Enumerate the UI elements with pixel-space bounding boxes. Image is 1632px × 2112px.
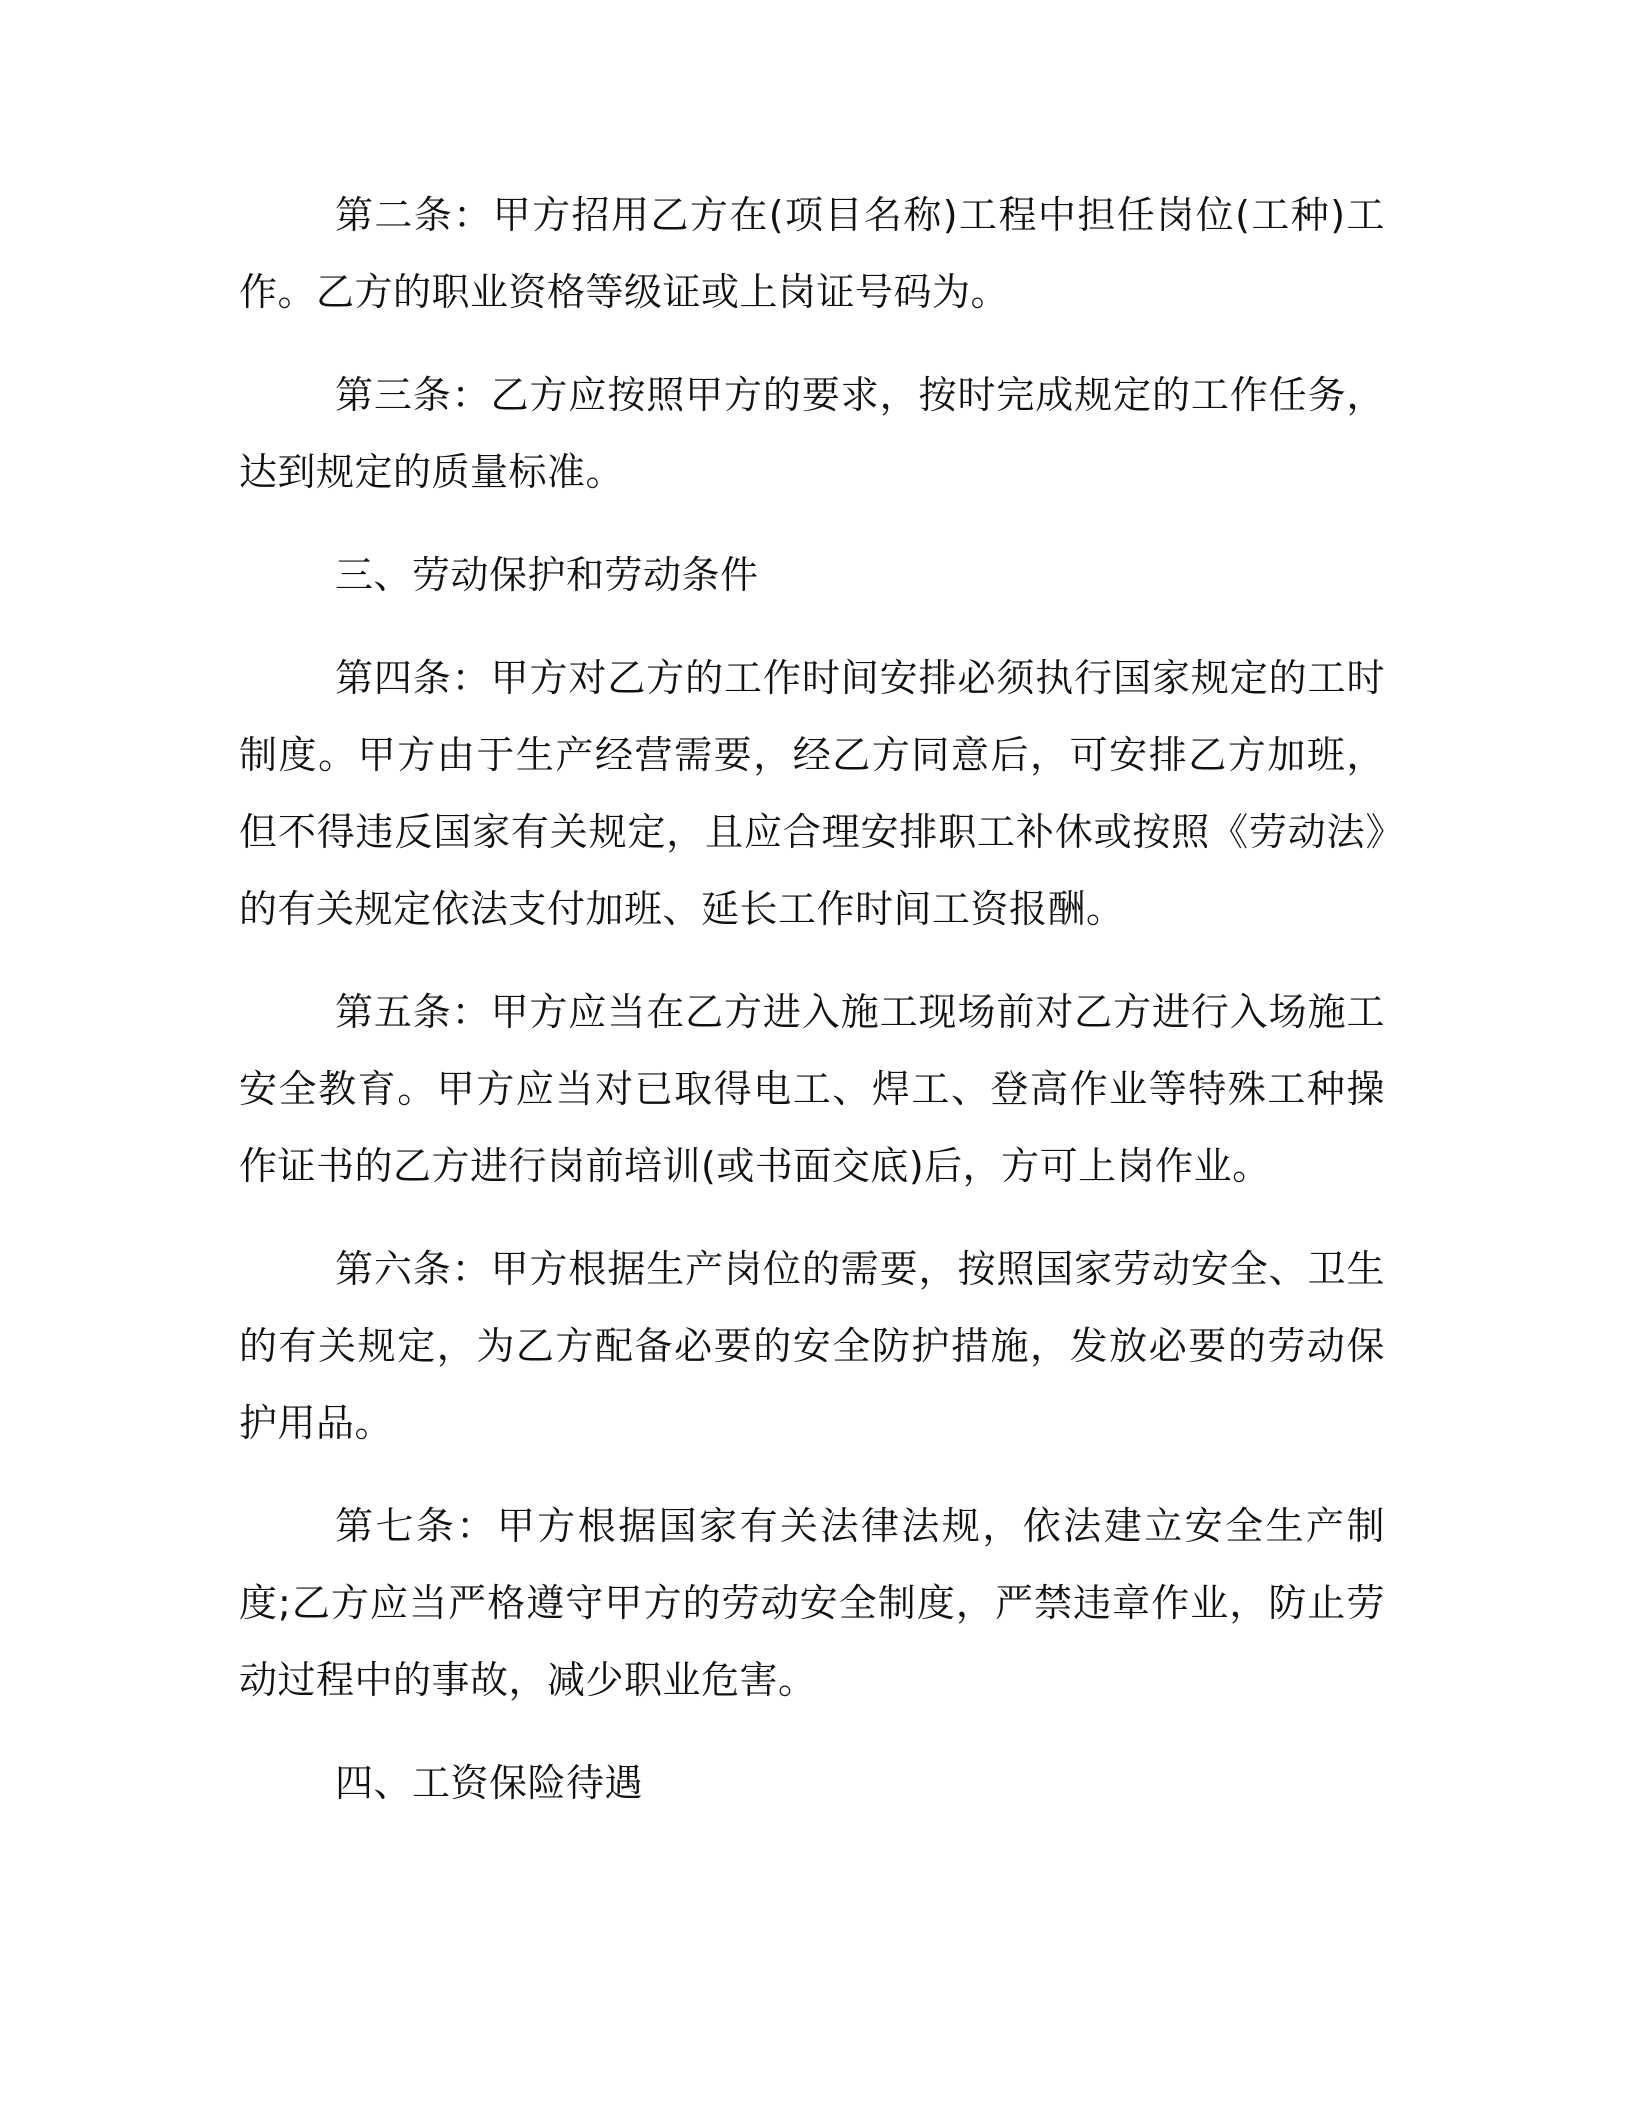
document-body [239, 177, 1385, 1848]
article-5: 第五条：甲方应当在乙方进入施工现场前对乙方进行入场施工安全教育。甲方应当对已取得电工、焊工、登高作业等特殊工种操作证书的乙方进行岗前培训(或书面交底)后，方可上岗作业。 [239, 990, 1385, 1188]
article-7: 第七条：甲方根据国家有关法律法规，依法建立安全生产制度;乙方应当严格遵守甲方的劳动安全制度，严禁违章作业，防止劳动过程中的事故，减少职业危害。 [239, 1504, 1385, 1702]
article-2: 第二条：甲方招用乙方在(项目名称)工程中担任岗位(工种)工作。乙方的职业资格等级证或上岗证号码为。 [239, 193, 1385, 314]
section-heading-4: 四、工资保险待遇 [335, 1761, 644, 1805]
article-3: 第三条：乙方应按照甲方的要求，按时完成规定的工作任务，达到规定的质量标准。 [239, 373, 1385, 494]
section-heading-3: 三、劳动保护和劳动条件 [335, 553, 759, 597]
article-4: 第四条：甲方对乙方的工作时间安排必须执行国家规定的工时制度。甲方由于生产经营需要，经乙方同意后，可安排乙方加班，但不得违反国家有关规定，且应合理安排职工补休或按照《劳动法》的有关规定依法支付加班、延长工作时间工资报酬。 [239, 656, 1385, 931]
article-6: 第六条：甲方根据生产岗位的需要，按照国家劳动安全、卫生的有关规定，为乙方配备必要的安全防护措施，发放必要的劳动保护用品。 [239, 1247, 1385, 1445]
